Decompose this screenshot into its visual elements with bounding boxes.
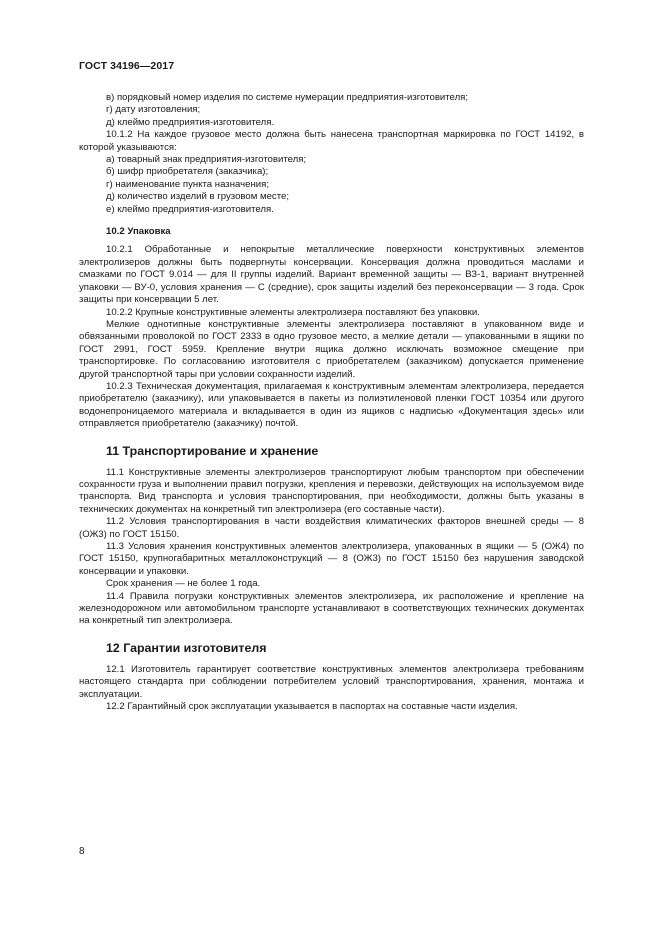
section-heading-12: 12 Гарантии изготовителя <box>106 640 267 655</box>
paragraph-10-1-2: 10.1.2 На каждое грузовое место должна быть нанесена транспортная маркировка по ГОСТ 14192, в которой указываются: <box>79 129 584 153</box>
paragraph-storage-term: Срок хранения — не более 1 года. <box>106 578 261 590</box>
list-item: в) порядковый номер изделия по системе нумерации предприятия-изготовителя; <box>106 92 469 103</box>
list-item: г) дату изготовления; <box>106 104 201 116</box>
list-item: б) шифр приобретателя (заказчика); <box>106 166 269 178</box>
list-item: д) клеймо предприятия-изготовителя. <box>106 116 275 128</box>
page-number: 8 <box>79 846 85 857</box>
paragraph-11-4: 11.4 Правила погрузки конструктивных элементов электролизера, их расположение и крепление на железнодорожном или автомобильном транспорте устанавливают в соответствующих технических документах на конкретный тип электролизера. <box>79 590 584 627</box>
paragraph-11-3: 11.3 Условия хранения конструктивных элементов электролизера, упакованных в ящики — 5 (ОЖ4) по ГОСТ 15150, крупногабаритных металлоконструкций — 8 (ОЖ3) по ГОСТ 15150 без нарушения заводской консервации и упаковки. <box>79 541 584 577</box>
document-header: ГОСТ 34196—2017 <box>79 60 175 72</box>
paragraph-12-1: 12.1 Изготовитель гарантирует соответствие конструктивных элементов электролизера требованиям настоящего стандарта при соблюдении потребителем условий транспортирования, хранения, монтажа и эксплуатации. <box>79 663 584 700</box>
list-item: а) товарный знак предприятия-изготовителя; <box>106 154 307 166</box>
paragraph-12-2: 12.2 Гарантийный срок эксплуатации указывается в паспортах на составные части изделия. <box>106 701 518 713</box>
list-item: г) наименование пункта назначения; <box>106 178 269 190</box>
list-item: д) количество изделий в грузовом месте; <box>106 191 290 203</box>
subsection-heading-10-2: 10.2 Упаковка <box>106 226 171 238</box>
paragraph-10-2-3: 10.2.3 Техническая документация, прилагаемая к конструктивным элементам электролизера, передается приобретателю (заказчику), или упаковывается в пакеты из полиэтиленовой пленки ГОСТ 10354 или другого водонепроницаемого материала и вкладывается в один из ящиков с надписью «Документация здесь» или отправляется приобретателю (заказчику) почтой. <box>79 380 584 430</box>
list-item: е) клеймо предприятия-изготовителя. <box>106 203 274 215</box>
paragraph-11-2: 11.2 Условия транспортирования в части воздействия климатических факторов внешней среды — 8 (ОЖ3) по ГОСТ 15150. <box>79 516 584 540</box>
paragraph-small-elements: Мелкие однотипные конструктивные элементы электролизера поставляют в упакованном виде и обвязанными проволокой по ГОСТ 2333 в одно грузовое место, а мелкие детали — упакованными в ящики по ГОСТ 2991, ГОСТ 5959. Крепление внутри ящика должно исключать возможное смещение при транспортировке. По согласованию изготовителя с приобретателем (заказчиком) допускается применение другой транспортной тары при условии сохранности изделий. <box>79 318 584 380</box>
paragraph-10-2-1: 10.2.1 Обработанные и непокрытые металлические поверхности конструктивных элементов электролизеров должны быть подвергнуты консервации. Консервация должна проводиться маслами и смазками по ГОСТ 9.014 — для II группы изделий. Вариант временной защиты — ВЗ-1, вариант внутренней упаковки — ВУ-0, условия хранения — С (средние), срок защиты изделий без переконсервации — 3 года. Срок защиты при консервации 5 лет. <box>79 244 584 306</box>
document-body <box>79 92 584 713</box>
paragraph-11-1: 11.1 Конструктивные элементы электролизеров транспортируют любым транспортом при обеспечении сохранности груза и выполнении правил погрузки, крепления и перевозки, действующих на используемом виде транспорта. Вид транспорта и условия транспортирования, при необходимости, должны быть указаны в технических документах на конкретный тип электролизера (его составные части). <box>79 466 584 515</box>
paragraph-10-2-2: 10.2.2 Крупные конструктивные элементы электролизера поставляют без упаковки. <box>106 306 480 318</box>
section-heading-11: 11 Транспортирование и хранение <box>106 443 319 458</box>
